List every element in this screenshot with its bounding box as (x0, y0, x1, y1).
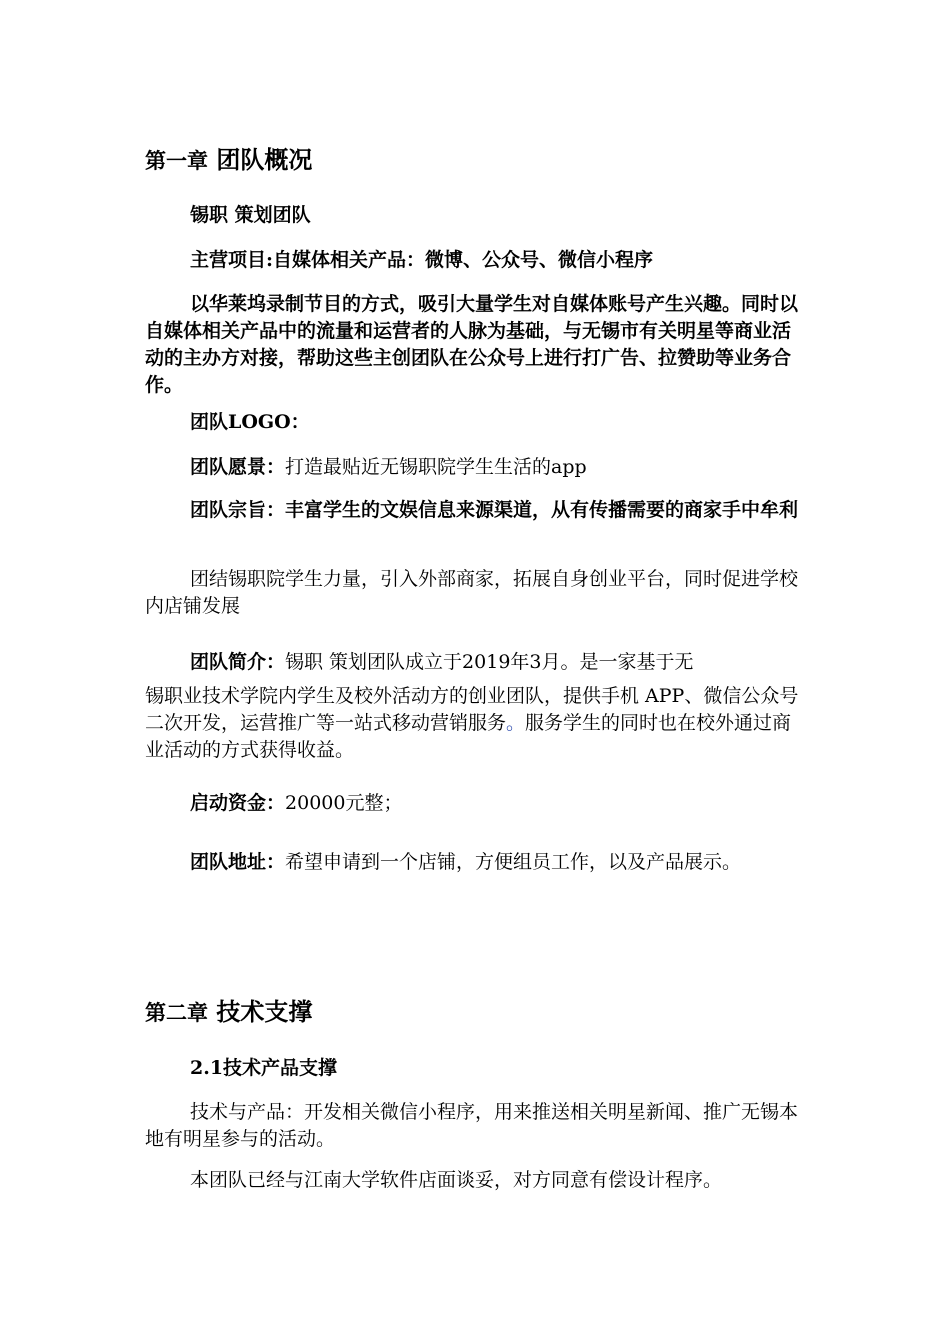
team-logo-label: 团队LOGO： (190, 411, 310, 433)
team-address-label: 团队地址： (190, 851, 286, 873)
team-profile-text-b: 服务学生的同时也在校外通过商业活动的方式获得收益。 (145, 712, 792, 761)
team-mission-label: 团队宗旨： (190, 499, 286, 521)
chapter-2-heading (145, 997, 312, 1028)
team-mission-text: 丰富学生的文娱信息来源渠道，从有传播需要的商家手中牟利 (285, 499, 799, 521)
team-profile-body (145, 683, 805, 764)
team-mission (145, 497, 805, 524)
section-2-1-heading: 2.1技术产品支撑 (190, 1057, 338, 1079)
team-profile-first-line (145, 649, 805, 676)
team-vision (145, 454, 805, 481)
startup-funding-text: 20000元整； (285, 792, 403, 814)
intro-paragraph: 以华莱坞录制节目的方式，吸引大量学生对自媒体账号产生兴趣。同时以自媒体相关产品中的流量和运营者的人脉为基础，与无锡市有关明星等商业活动的主办方对接，帮助这些主创团队在公众号上进行打广告、拉赞助等业务合作。 (145, 293, 799, 396)
unity-paragraph: 团结锡职院学生力量，引入外部商家，拓展自身创业平台，同时促进学校内店铺发展 (145, 568, 799, 617)
chapter-1-title: 团队概况 (216, 145, 313, 174)
team-address-text: 希望申请到一个店铺，方便组员工作，以及产品展示。 (285, 851, 742, 873)
team-profile-label: 团队简介： (190, 651, 286, 673)
chapter-2-number: 第二章 (145, 1000, 208, 1025)
chapter-1-number: 第一章 (145, 148, 208, 173)
main-project: 主营项目:自媒体相关产品：微博、公众号、微信小程序 (190, 249, 654, 271)
team-profile-period: 。 (506, 712, 526, 734)
team-profile-text-a: 锡职业技术学院内学生及校外活动方的创业团队，提供手机 APP、微信公众号二次开发，运营推广等一站式移动营销服务 (145, 685, 799, 734)
team-profile-line1: 锡职 策划团队成立于2019年3月。是一家基于无 (285, 651, 694, 673)
chapter-2-title: 技术支撑 (216, 997, 313, 1026)
agreement-paragraph: 本团队已经与江南大学软件店面谈妥，对方同意有偿设计程序。 (190, 1169, 723, 1191)
tech-product-paragraph: 技术与产品：开发相关微信小程序，用来推送相关明星新闻、推广无锡本地有明星参与的活动。 (145, 1101, 799, 1150)
chapter-1-heading (145, 145, 312, 176)
team-name: 锡职 策划团队 (190, 204, 311, 226)
team-vision-text: 打造最贴近无锡职院学生生活的app (285, 456, 587, 478)
startup-funding (145, 790, 805, 817)
team-vision-label: 团队愿景： (190, 456, 286, 478)
team-address (145, 849, 805, 876)
startup-funding-label: 启动资金： (190, 792, 286, 814)
